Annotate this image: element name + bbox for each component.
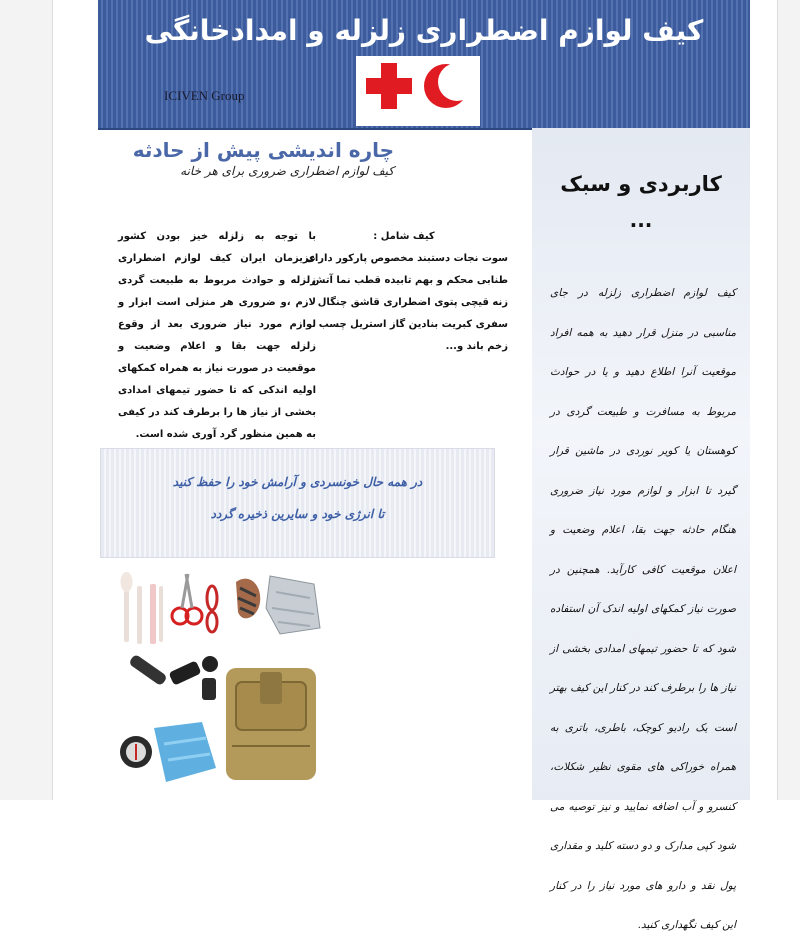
kit-contents-list: سوت نجات دستبند مخصوص پارکور دارای طنابی محکم و بهم تابیده قطب نما آتش زنه قیچی پتوی اضطراری قاشق چنگال سفری کبریت بنادین گاز استریل چسب زخم باند و...	[305, 253, 508, 352]
page-left-margin	[0, 0, 53, 800]
banner-title: کیف لوازم اضطراری زلزله و امدادخانگی	[144, 14, 704, 47]
header-banner	[98, 0, 750, 130]
page-subheadline: کیف لوازم اضطراری ضروری برای هر خانه	[180, 164, 394, 178]
intro-paragraph: با توجه به زلزله خیز بودن کشور عزیزمان ایران کیف لوازم اضطراری زلزله و حوادث مربوط به طبیعت گردی لازم ،و ضروری هر منزلی است ابزار و لوازم مورد نیاز ضروری بعد از وقوع زلزله جهت بقا و اعلام وضعیت و موقعیت در صورت نیاز به همراه کمکهای اولیه اندکی که تا حضور تیمهای امدادی بخشی از نیاز ها را برطرف کند در کیفی به همین منظور گرد آوری شده است.	[118, 231, 316, 440]
kit-contents-heading: کیف شامل :	[373, 231, 435, 242]
sidebar-dots: ...	[629, 208, 653, 232]
emergency-kit-image	[110, 568, 330, 800]
emergency-kit-icon	[110, 568, 330, 800]
sidebar-panel	[532, 128, 750, 931]
quote-line-1: در همه حال خونسردی و آرامش خود را حفظ کنید	[172, 475, 423, 489]
sidebar-body-text: کیف لوازم اضطراری زلزله در جای مناسبی در منزل قرار دهید به همه افراد موقعیت آنرا اطلاع دهید و یا در حوادث مربوط به مسافرت و طبیعت گردی در کوهستان یا کویر نوردی در ماشین قرار گیرد تا ابزار و لوازم مورد نیاز ضروری هنگام حادثه جهت بقا، اعلام وضعیت و اعلان موقعیت کافی کارآید. همچنین در صورت نیاز کمکهای اولیه اندک آن استفاده شود که تا حضور تیمهای امدادی بخشی از نیاز ها را برطرف کند در کنار این کیف بهتر است یک رادیو کوچک، باطری، باتری به همراه خوراکی های مقوی نظیر شکلات، کنسرو و آب اضافه نمایید و نیز توصیه می شود کپی مدارک و دو دسته کلید و مقداری پول نقد و دارو های مورد نیاز را در کنار این کیف نگهداری کنید.	[550, 287, 736, 931]
page-right-margin	[777, 0, 800, 800]
page-headline: چاره اندیشی پیش از حادثه	[132, 138, 394, 162]
sidebar-title: کاربردی و سبک	[560, 172, 722, 196]
logo-icon	[356, 56, 480, 126]
quote-line-2: تا انرژی خود و سایرین ذخیره گردد	[210, 507, 385, 521]
group-label: ICIVEN Group	[164, 88, 245, 103]
red-cross-red-crescent-logo	[356, 56, 480, 126]
kit-contents-column	[300, 226, 508, 358]
quote-box	[100, 448, 495, 558]
